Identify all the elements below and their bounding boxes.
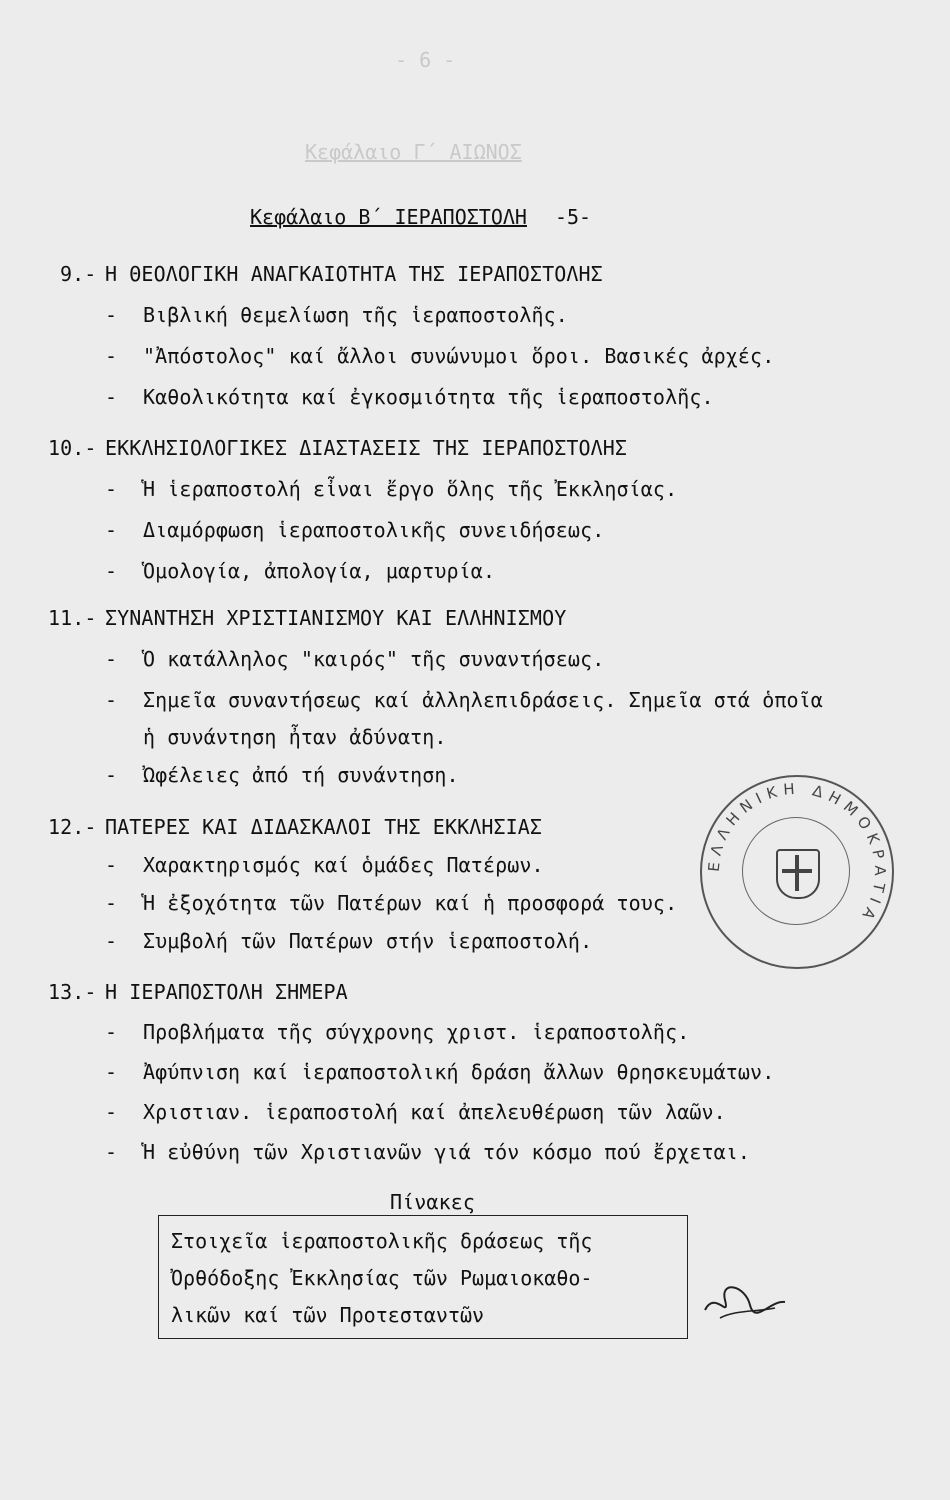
tables-box-line: λικῶν καί τῶν Προτεσταντῶν <box>171 1303 485 1327</box>
list-item: - Ἡ εὐθύνη τῶν Χριστιανῶν γιά τόν κόσμο πού ἔρχεται. <box>105 1140 751 1164</box>
list-item: - Βιβλική θεμελίωση τῆς ἱεραποστολῆς. <box>105 303 568 327</box>
tables-heading: Πίνακες <box>390 1190 475 1214</box>
section-9-heading: 9.- Η ΘΕΟΛΟΓΙΚΗ ΑΝΑΓΚΑΙΟΤΗΤΑ ΤΗΣ ΙΕΡΑΠΟΣΤΟΛΗΣ <box>60 262 603 286</box>
list-item: - Ὁ κατάλληλος "καιρός" τῆς συναντήσεως. <box>105 647 605 671</box>
list-item: - Ὁμολογία, ἀπολογία, μαρτυρία. <box>105 559 496 583</box>
list-item: - Ἡ ἐξοχότητα τῶν Πατέρων καί ἡ προσφορά τους. <box>105 891 678 915</box>
list-item: - Συμβολή τῶν Πατέρων στήν ἱεραποστολή. <box>105 929 593 953</box>
list-item-continuation: ἡ συνάντηση ἦταν ἀδύνατη. <box>143 725 447 749</box>
section-12-heading: 12.- ΠΑΤΕΡΕΣ ΚΑΙ ΔΙΔΑΣΚΑΛΟΙ ΤΗΣ ΕΚΚΛΗΣΙΑΣ <box>48 815 543 839</box>
show-through-page-number: - 6 - <box>395 48 456 72</box>
list-item: - Καθολικότητα καί ἐγκοσμιότητα τῆς ἱεραποστολῆς. <box>105 385 714 409</box>
list-item: - Ὠφέλειες ἀπό τή συνάντηση. <box>105 763 459 787</box>
list-item: - Προβλήματα τῆς σύγχρονης χριστ. ἱεραποστολῆς. <box>105 1020 690 1044</box>
page-number: -5- <box>554 205 592 229</box>
coat-of-arms-icon <box>776 849 820 899</box>
chapter-title: Κεφάλαιο Β΄ ΙΕΡΑΠΟΣΤΟΛΗ <box>250 205 527 229</box>
tables-box-line: Στοιχεῖα ἱεραποστολικῆς δράσεως τῆς <box>171 1229 593 1253</box>
section-10-heading: 10.- ΕΚΚΛΗΣΙΟΛΟΓΙΚΕΣ ΔΙΑΣΤΑΣΕΙΣ ΤΗΣ ΙΕΡΑΠΟΣΤΟΛΗΣ <box>48 436 628 460</box>
page-header <box>250 205 591 229</box>
list-item: - Ἀφύπνιση καί ἱεραποστολική δράση ἄλλων θρησκευμάτων. <box>105 1060 775 1084</box>
official-stamp <box>700 775 894 969</box>
tables-box-line: Ὀρθόδοξης Ἐκκλησίας τῶν Ρωμαιοκαθο- <box>171 1266 593 1290</box>
list-item: - Ἡ ἱεραποστολή εἶναι ἔργο ὅλης τῆς Ἐκκλησίας. <box>105 477 678 501</box>
list-item: - Χριστιαν. ἱεραποστολή καί ἀπελευθέρωση τῶν λαῶν. <box>105 1100 726 1124</box>
section-13-heading: 13.- Η ΙΕΡΑΠΟΣΤΟΛΗ ΣΗΜΕΡΑ <box>48 980 348 1004</box>
section-11-heading: 11.- ΣΥΝΑΝΤΗΣΗ ΧΡΙΣΤΙΑΝΙΣΜΟΥ ΚΑΙ ΕΛΛΗΝΙΣΜΟΥ <box>48 606 567 630</box>
svg-text:ΕΛΛΗΝΙΚΗ ΔΗΜΟΚΡΑΤΙΑ: ΕΛΛΗΝΙΚΗ ΔΗΜΟΚΡΑΤΙΑ <box>704 779 890 928</box>
tables-box <box>158 1215 688 1339</box>
list-item: - Χαρακτηρισμός καί ὁμάδες Πατέρων. <box>105 853 544 877</box>
list-item: - Διαμόρφωση ἱεραποστολικῆς συνειδήσεως. <box>105 518 605 542</box>
list-item: - "Ἀπόστολος" καί ἄλλοι συνώνυμοι ὅροι. Βασικές ἀρχές. <box>105 344 775 368</box>
signature-icon <box>700 1280 790 1330</box>
list-item: - Σημεῖα συναντήσεως καί ἀλληλεπιδράσεις. Σημεῖα στά ὁποῖα <box>105 688 823 712</box>
show-through-chapter-title: Κεφάλαιο Γ΄ ΑΙΩΝΟΣ <box>305 140 522 164</box>
